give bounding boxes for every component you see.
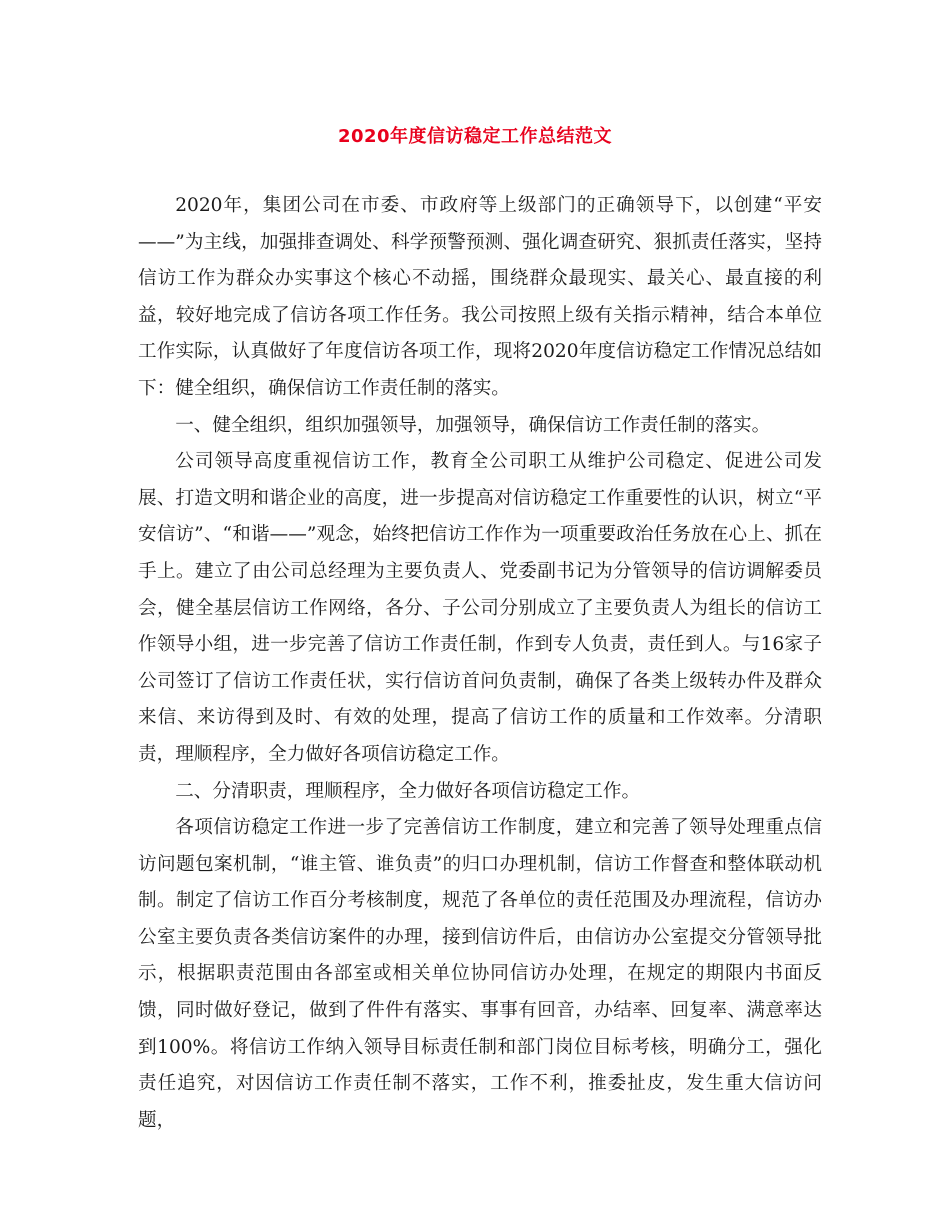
paragraph-section-2: 各项信访稳定工作进一步了完善信访工作制度，建立和完善了领导处理重点信访问题包案机制，“谁主管、谁负责”的归口办理机制，信访工作督查和整体联动机制。制定了信访工作百分考核制度，规范了各单位的责任范围及办理流程，信访办公室主要负责各类信访案件的办理，接到信访件后，由信访办公室提交分管领导批示，根据职责范围由各部室或相关单位协同信访办处理，在规定的期限内书面反馈，同时做好登记，做到了件件有落实、事事有回音，办结率、回复率、满意率达到100%。将信访工作纳入领导目标责任制和部门岗位目标考核，明确分工，强化责任追究，对因信访工作责任制不落实，工作不利，推委扯皮，发生重大信访问题，	[138, 817, 822, 1131]
document-body	[138, 188, 822, 1139]
section-heading-2: 二、分清职责，理顺程序，全力做好各项信访稳定工作。	[175, 780, 641, 802]
paragraph-section-1: 公司领导高度重视信访工作，教育全公司职工从维护公司稳定、促进公司发展、打造文明和谐企业的高度，进一步提高对信访稳定工作重要性的认识，树立“平安信访”、“和谐——”观念，始终把信访工作作为一项重要政治任务放在心上、抓在手上。建立了由公司总经理为主要负责人、党委副书记为分管领导的信访调解委员会，健全基层信访工作网络，各分、子公司分别成立了主要负责人为组长的信访工作领导小组，进一步完善了信访工作责任制，作到专人负责，责任到人。与16家子公司签订了信访工作责任状，实行信访首问负责制，确保了各类上级转办件及群众来信、来访得到及时、有效的处理，提高了信访工作的质量和工作效率。分清职责，理顺程序，全力做好各项信访稳定工作。	[138, 451, 822, 765]
paragraph-intro: 2020年，集团公司在市委、市政府等上级部门的正确领导下，以创建“平安——”为主线，加强排查调处、科学预警预测、强化调查研究、狠抓责任落实，坚持信访工作为群众办实事这个核心不动摇，围绕群众最现实、最关心、最直接的利益，较好地完成了信访各项工作任务。我公司按照上级有关指示精神，结合本单位工作实际，认真做好了年度信访各项工作，现将2020年度信访稳定工作情况总结如下：健全组织，确保信访工作责任制的落实。	[138, 195, 822, 399]
section-heading-1: 一、健全组织，组织加强领导，加强领导，确保信访工作责任制的落实。	[175, 414, 771, 436]
document-title: 2020年度信访稳定工作总结范文	[337, 126, 613, 147]
